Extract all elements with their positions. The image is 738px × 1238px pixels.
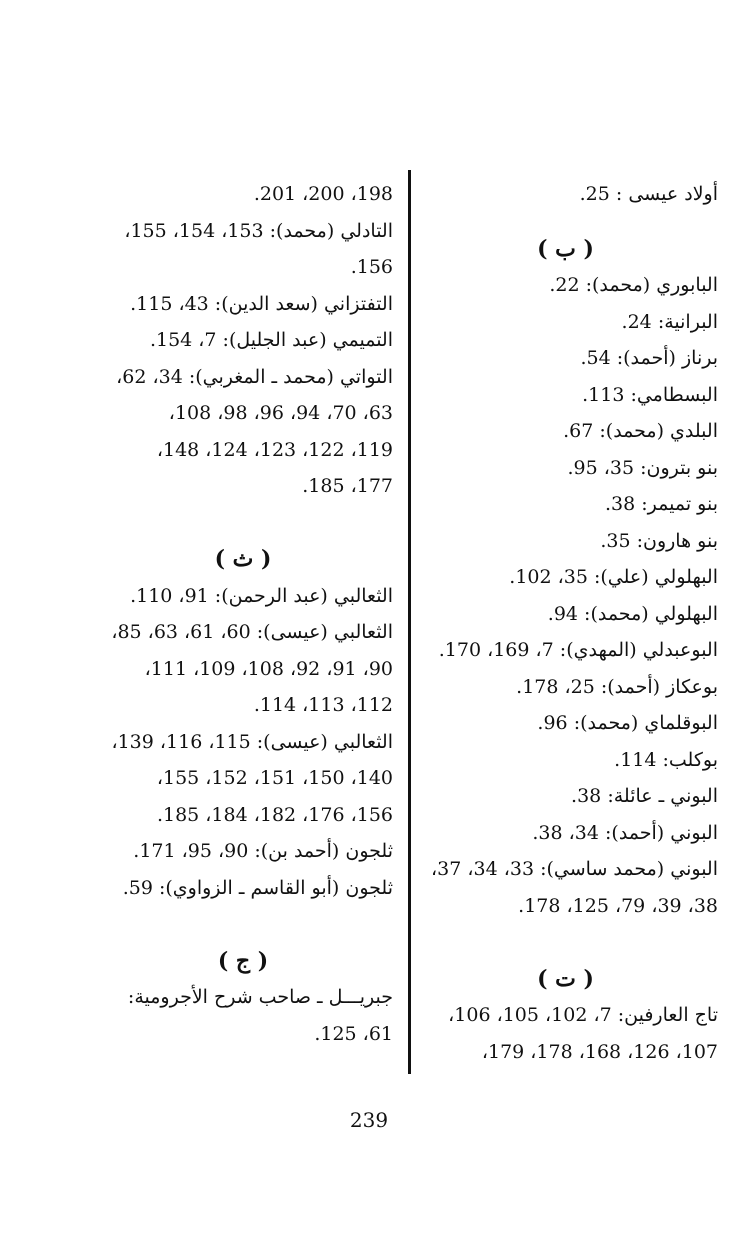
index-entry-continuation: 198، 200، 201. bbox=[253, 183, 393, 205]
index-entry-continuation: 61، 125. bbox=[314, 1022, 393, 1045]
index-column-right bbox=[413, 176, 718, 1070]
index-entry: البهلولي (علي): 35، 102. bbox=[509, 566, 718, 588]
section-header-jim: ( ج ) bbox=[217, 947, 269, 974]
column-divider bbox=[408, 170, 411, 1074]
index-entry: البسطامي: 113. bbox=[582, 383, 718, 406]
index-entry: بوكلب: 114. bbox=[614, 748, 718, 771]
index-entry: الثعالبي (عيسى): 60، 61، 63، 85، bbox=[111, 621, 393, 643]
index-entry-continuation: 112، 113، 114. bbox=[253, 694, 393, 716]
spacer bbox=[413, 213, 718, 231]
spacer bbox=[93, 505, 393, 542]
index-entry: البلدي (محمد): 67. bbox=[563, 420, 718, 442]
index-entry: تاج العارفين: 7، 102، 105، 106، bbox=[448, 1004, 718, 1026]
index-entry: بنو تميمر: 38. bbox=[604, 493, 718, 515]
index-entry: الثعالبي (عبد الرحمن): 91، 110. bbox=[130, 584, 393, 607]
index-entry-continuation: 156، 176، 182، 184، 185. bbox=[156, 803, 393, 826]
index-entry: ثلجون (أحمد بن): 90، 95، 171. bbox=[133, 840, 393, 862]
section-header-ta: ( ت ) bbox=[537, 965, 594, 992]
index-entry: بوعكاز (أحمد): 25، 178. bbox=[516, 675, 718, 698]
index-entry-continuation: 140، 150، 151، 152، 155، bbox=[156, 767, 393, 789]
index-entry: البهلولي (محمد): 94. bbox=[547, 602, 718, 625]
index-entry: البوقلماي (محمد): 96. bbox=[537, 712, 718, 734]
spacer bbox=[93, 906, 393, 943]
index-entry: جبريـــل ـ صاحب شرح الأجرومية: bbox=[127, 986, 393, 1008]
spacer bbox=[413, 924, 718, 961]
section-header-tha: ( ث ) bbox=[214, 546, 272, 572]
index-entry-continuation: 90، 91، 92، 108، 109، 111، bbox=[144, 657, 393, 680]
index-entry: البابوري (محمد): 22. bbox=[549, 274, 718, 296]
index-entry: ثلجون (أبو القاسم ـ الزواوي): 59. bbox=[122, 876, 393, 899]
index-entry: التفتزاني (سعد الدين): 43، 115. bbox=[130, 292, 393, 315]
index-entry-continuation: 156. bbox=[350, 256, 393, 278]
index-entry: البرانية: 24. bbox=[621, 310, 718, 333]
section-header-ba: ( ب ) bbox=[537, 235, 594, 262]
index-entry: البوني ـ عائلة: 38. bbox=[571, 785, 718, 807]
index-entry: البوني (محمد ساسي): 33، 34، 37، bbox=[431, 858, 718, 880]
index-entry: أولاد عيسى : 25. bbox=[579, 183, 718, 205]
index-column-left bbox=[93, 176, 393, 1052]
index-entry: برناز (أحمد): 54. bbox=[580, 347, 718, 369]
index-entry: الثعالبي (عيسى): 115، 116، 139، bbox=[111, 730, 393, 753]
page-number: 239 bbox=[349, 1108, 389, 1132]
index-entry: البوعبدلي (المهدي): 7، 169، 170. bbox=[438, 639, 718, 661]
index-entry: البوني (أحمد): 34، 38. bbox=[532, 821, 718, 844]
index-entry: التواتي (محمد ـ المغربي): 34، 62، bbox=[116, 365, 393, 388]
index-entry-continuation: 107، 126، 168، 178، 179، bbox=[481, 1040, 718, 1063]
index-entry-continuation: 63، 70، 94، 96، 98، 108، bbox=[168, 402, 393, 424]
index-entry-continuation: 177، 185. bbox=[302, 475, 393, 497]
index-entry-continuation: 119، 122، 123، 124، 148، bbox=[156, 438, 393, 461]
index-entry: بنو هارون: 35. bbox=[600, 529, 718, 552]
index-entry-continuation: 38، 39، 79، 125، 178. bbox=[518, 894, 718, 917]
index-entry: التميمي (عبد الجليل): 7، 154. bbox=[149, 329, 393, 351]
index-entry: بنو بترون: 35، 95. bbox=[567, 456, 718, 479]
index-entry: التادلي (محمد): 153، 154، 155، bbox=[124, 219, 393, 242]
